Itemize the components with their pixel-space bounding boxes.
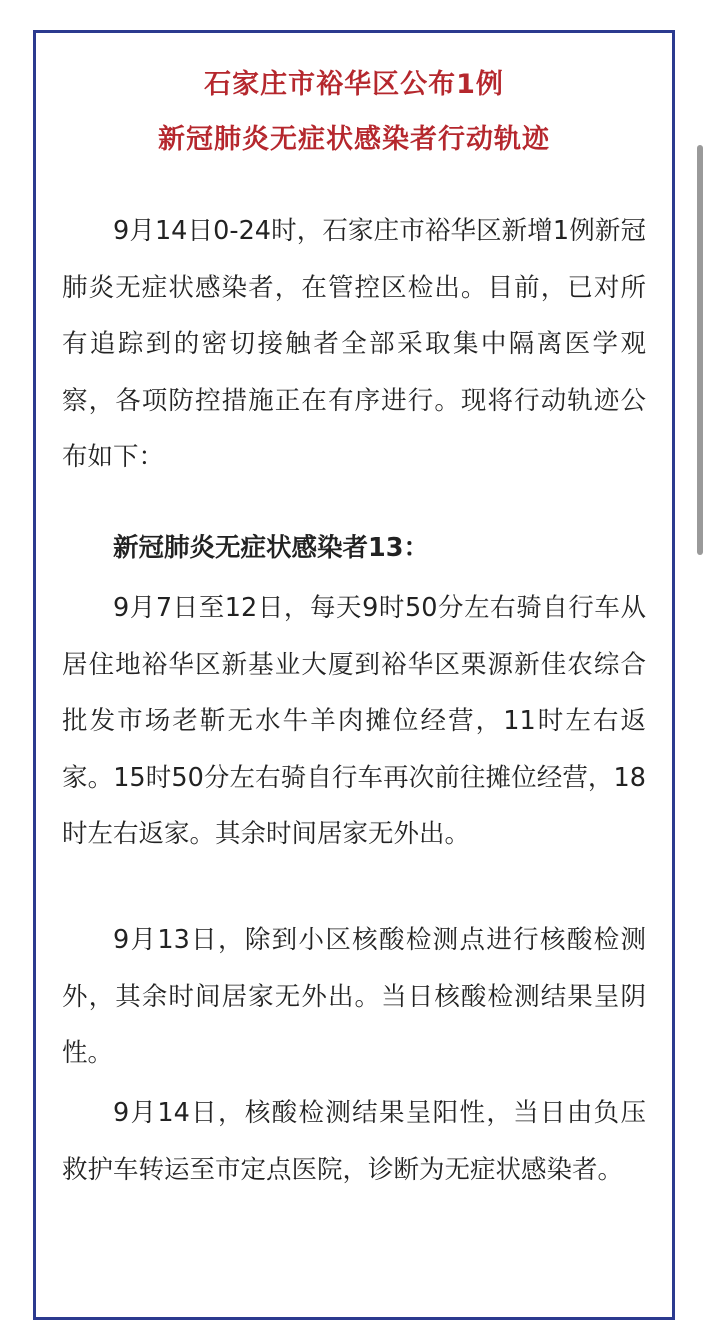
article-title-line-2: 新冠肺炎无症状感染者行动轨迹 [158, 124, 550, 155]
vertical-scrollbar[interactable] [697, 145, 703, 555]
trajectory-paragraph-1: 9月7日至12日，每天9时50分左右骑自行车从居住地裕华区新基业大厦到裕华区栗源新佳农综合批发市场老靳无水牛羊肉摊位经营，11时左右返家。15时50分左右骑自行车再次前往摊位经营，18时左右返家。其余时间居家无外出。 [62, 593, 646, 850]
trajectory-paragraph-2: 9月13日，除到小区核酸检测点进行核酸检测外，其余时间居家无外出。当日核酸检测结果呈阴性。 [62, 925, 646, 1069]
intro-paragraph: 9月14日0-24时，石家庄市裕华区新增1例新冠肺炎无症状感染者，在管控区检出。目前，已对所有追踪到的密切接触者全部采取集中隔离医学观察，各项防控措施正在有序进行。现将行动轨迹公布如下： [62, 216, 646, 473]
case-heading: 新冠肺炎无症状感染者13： [113, 533, 429, 563]
article-title-line-1: 石家庄市裕华区公布1例 [204, 69, 504, 100]
trajectory-paragraph-3: 9月14日，核酸检测结果呈阳性，当日由负压救护车转运至市定点医院，诊断为无症状感染者。 [62, 1098, 646, 1185]
